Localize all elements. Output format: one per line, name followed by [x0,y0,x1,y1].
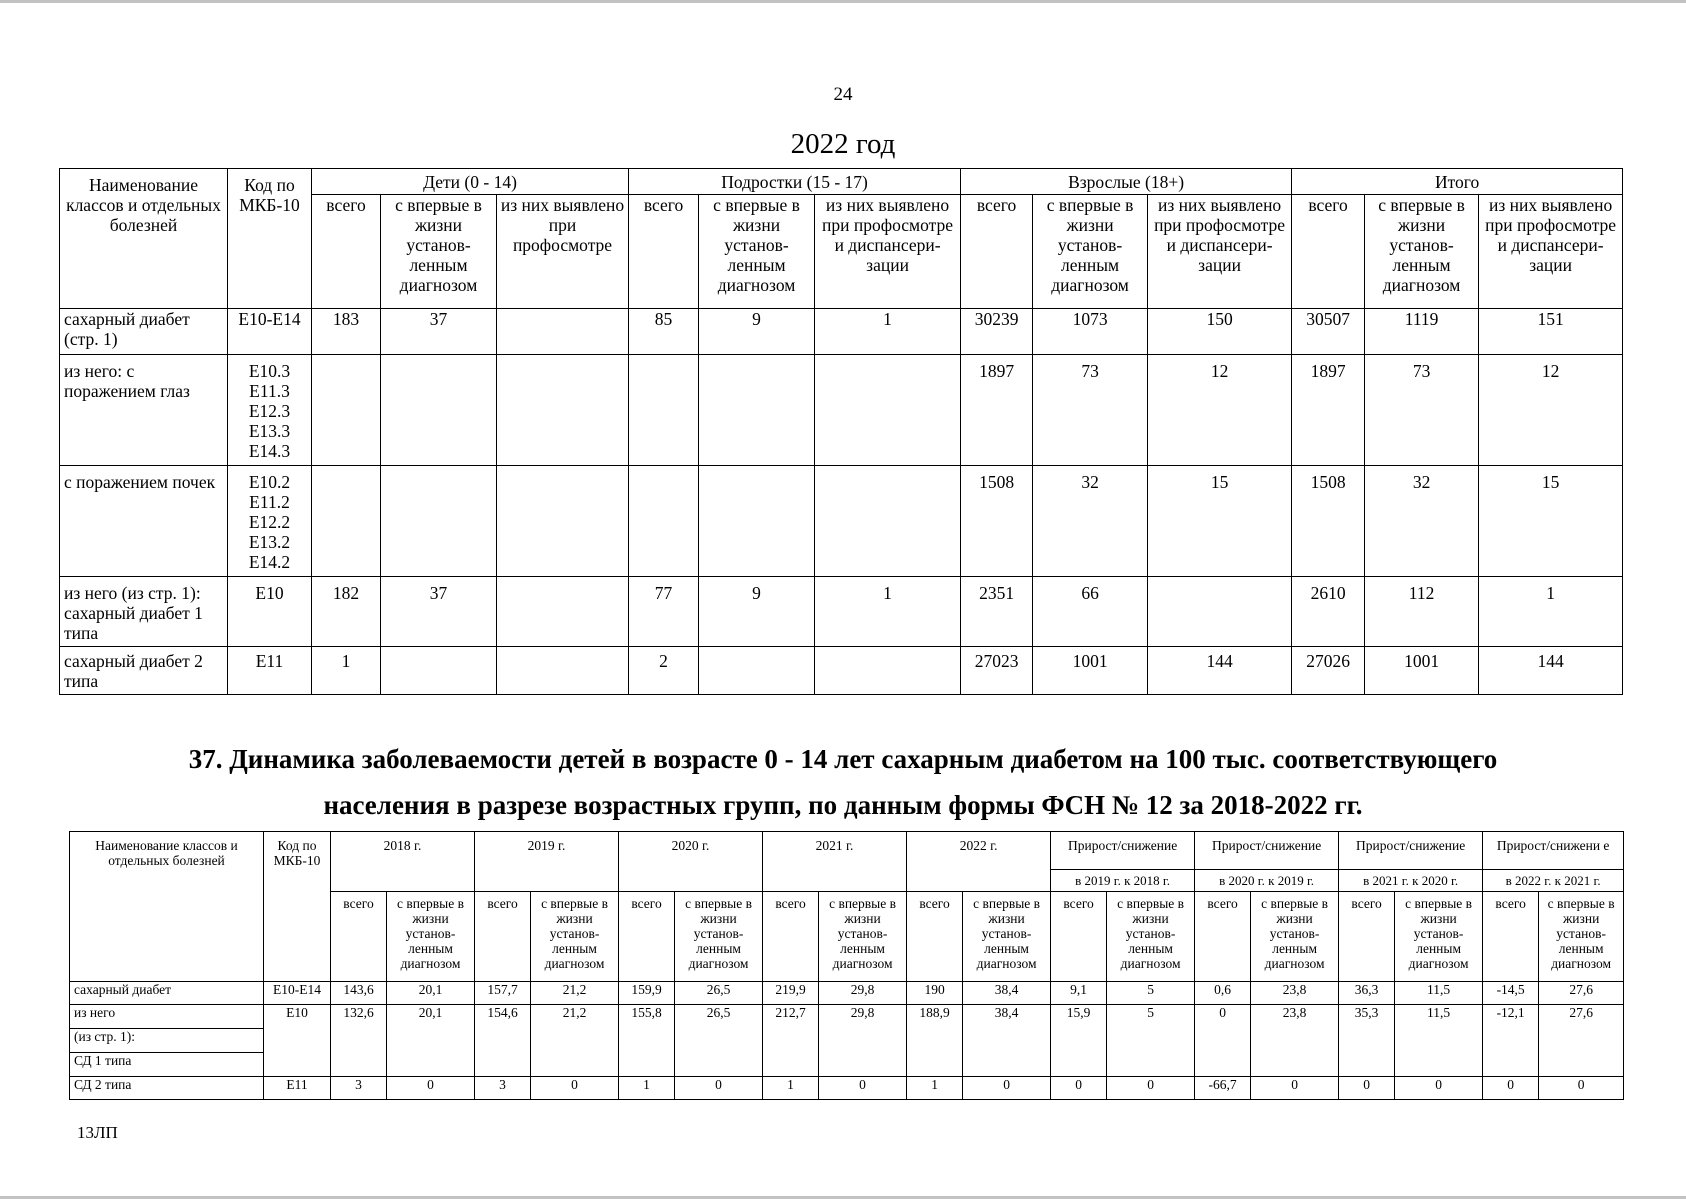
cell: 0 [1107,1077,1195,1100]
cell: 27023 [961,647,1033,695]
row-name: сахарный диабет [70,982,264,1005]
cell: 12 [1479,355,1623,466]
cell: 151 [1479,309,1623,355]
cell: 29,8 [819,982,907,1005]
subheader-first-time: с впервые в жизни установ-ленным диагнозом [1395,892,1483,982]
subheader-total: всего [1051,892,1107,982]
subheader-total: всего [763,892,819,982]
cell: 150 [1148,309,1292,355]
cell: 0 [387,1077,475,1100]
cell: 0,6 [1195,982,1251,1005]
cell: 23,8 [1251,1005,1339,1077]
cell: 73 [1033,355,1148,466]
row-code: E10 [228,577,312,647]
cell: 37 [381,577,497,647]
header-period: в 2022 г. к 2021 г. [1483,870,1624,892]
subheader-exam: из них выявлено при профосмотре и диспансери-зации [815,195,961,309]
cell: 5 [1107,1005,1195,1077]
cell: 23,8 [1251,982,1339,1005]
subheader-first-time: с впервые в жизни установ-ленным диагнозом [531,892,619,982]
cell [815,466,961,577]
header-year: 2019 г. [475,832,619,892]
cell: 1 [815,309,961,355]
subheader-first-time: с впервые в жизни установ-ленным диагнозом [1251,892,1339,982]
cell: 20,1 [387,982,475,1005]
cell [815,355,961,466]
subheader-total: всего [1483,892,1539,982]
cell: 38,4 [963,982,1051,1005]
cell: 1073 [1033,309,1148,355]
subheader-total: всего [312,195,381,309]
cell: 1 [619,1077,675,1100]
cell: 1 [763,1077,819,1100]
cell: 73 [1365,355,1479,466]
cell: 77 [629,577,699,647]
subheader-first-time: с впервые в жизни установ-ленным диагнозом [1107,892,1195,982]
subheader-exam: из них выявлено при профосмотре и диспансери-зации [1148,195,1292,309]
cell: 32 [1365,466,1479,577]
header-group: Подростки (15 - 17) [629,169,961,195]
table-row [60,577,1623,647]
row-code: E10.3 E11.3 E12.3 E13.3 E14.3 [228,355,312,466]
cell: 0 [1251,1077,1339,1100]
row-code: E10-E14 [264,982,331,1005]
header-change: Прирост/снижение [1339,832,1483,870]
row-code: E10.2 E11.2 E12.2 E13.2 E14.2 [228,466,312,577]
subheader-total: всего [907,892,963,982]
cell: 15,9 [1051,1005,1107,1077]
subheader-first-time: с впервые в жизни установ-ленным диагнозом [1033,195,1148,309]
row-name: из него [70,1005,264,1029]
page-number: 24 [833,84,853,105]
cell: 1119 [1365,309,1479,355]
cell [497,577,629,647]
subheader-first-time: с впервые в жизни установ-ленным диагнозом [963,892,1051,982]
cell: 0 [531,1077,619,1100]
section-title-line-1: 37. Динамика заболеваемости детей в возрасте 0 - 14 лет сахарным диабетом на 100 тыс. соответствующего [188,744,1498,774]
row-code: E11 [228,647,312,695]
cell: 144 [1148,647,1292,695]
cell: 27026 [1292,647,1365,695]
table-row [70,1077,1624,1100]
cell: 27,6 [1539,1005,1624,1077]
header-year: 2022 г. [907,832,1051,892]
row-name: сахарный диабет 2 типа [60,647,228,695]
cell: 1 [815,577,961,647]
subheader-exam: из них выявлено при профосмотре [497,195,629,309]
cell: 157,7 [475,982,531,1005]
section-title-line-2: населения в разрезе возрастных групп, по данным формы ФСН № 12 за 2018-2022 гг. [323,790,1363,820]
cell: 29,8 [819,1005,907,1077]
row-name: СД 2 типа [70,1077,264,1100]
cell [497,355,629,466]
subheader-total: всего [1292,195,1365,309]
row-name: из него (из стр. 1): сахарный диабет 1 типа [60,577,228,647]
table-dynamics [69,831,1624,1100]
header-code: Код по МКБ-10 [228,169,312,309]
cell: 38,4 [963,1005,1051,1077]
table-row [60,466,1623,577]
subheader-first-time: с впервые в жизни установ-ленным диагнозом [675,892,763,982]
cell: 143,6 [331,982,387,1005]
cell: 9,1 [1051,982,1107,1005]
header-change: Прирост/снижени е [1483,832,1624,870]
cell: -66,7 [1195,1077,1251,1100]
cell: 11,5 [1395,1005,1483,1077]
header-group: Взрослые (18+) [961,169,1292,195]
cell: 1001 [1033,647,1148,695]
cell: 1 [312,647,381,695]
cell: 36,3 [1339,982,1395,1005]
cell [1148,577,1292,647]
row-name: (из стр. 1): [70,1029,264,1053]
cell: 2351 [961,577,1033,647]
table-row [70,1005,1624,1029]
cell [381,355,497,466]
header-group: Дети (0 - 14) [312,169,629,195]
cell [497,647,629,695]
header-year: 2020 г. [619,832,763,892]
row-name: с поражением почек [60,466,228,577]
subheader-exam: из них выявлено при профосмотре и диспансери-зации [1479,195,1623,309]
cell: 35,3 [1339,1005,1395,1077]
header-period: в 2019 г. к 2018 г. [1051,870,1195,892]
header-period: в 2021 г. к 2020 г. [1339,870,1483,892]
cell [312,355,381,466]
header-change: Прирост/снижение [1195,832,1339,870]
cell: 1508 [961,466,1033,577]
cell: -12,1 [1483,1005,1539,1077]
row-code: E11 [264,1077,331,1100]
year-title: 2022 год [790,128,896,160]
cell: 0 [963,1077,1051,1100]
cell: 11,5 [1395,982,1483,1005]
cell: 0 [675,1077,763,1100]
header-year: 2021 г. [763,832,907,892]
cell: 3 [475,1077,531,1100]
cell: 30239 [961,309,1033,355]
subheader-total: всего [961,195,1033,309]
cell [497,309,629,355]
header-period: в 2020 г. к 2019 г. [1195,870,1339,892]
header-code: Код по МКБ-10 [264,832,331,982]
cell [312,466,381,577]
cell: 0 [1051,1077,1107,1100]
cell: 182 [312,577,381,647]
cell: 26,5 [675,1005,763,1077]
cell: 9 [699,577,815,647]
cell: 183 [312,309,381,355]
footer-code: 13ЛП [77,1123,118,1142]
header-name: Наименование классов и отдельных болезней [60,169,228,309]
header-change: Прирост/снижение [1051,832,1195,870]
cell: 37 [381,309,497,355]
cell: 159,9 [619,982,675,1005]
subheader-total: всего [1195,892,1251,982]
cell: 155,8 [619,1005,675,1077]
cell: 212,7 [763,1005,819,1077]
table-2022 [59,168,1623,695]
cell [381,647,497,695]
cell: 15 [1479,466,1623,577]
subheader-first-time: с впервые в жизни установ-ленным диагнозом [381,195,497,309]
cell: 1508 [1292,466,1365,577]
cell: 0 [1395,1077,1483,1100]
cell: 0 [1483,1077,1539,1100]
row-name: СД 1 типа [70,1053,264,1077]
cell: 3 [331,1077,387,1100]
cell: 1897 [961,355,1033,466]
row-name: сахарный диабет (стр. 1) [60,309,228,355]
subheader-first-time: с впервые в жизни установ-ленным диагнозом [699,195,815,309]
header-name: Наименование классов и отдельных болезней [70,832,264,982]
cell: 0 [819,1077,907,1100]
subheader-total: всего [629,195,699,309]
cell: 112 [1365,577,1479,647]
cell: 66 [1033,577,1148,647]
cell [497,466,629,577]
cell [381,466,497,577]
table-row [60,355,1623,466]
subheader-total: всего [475,892,531,982]
cell: 15 [1148,466,1292,577]
cell: 12 [1148,355,1292,466]
cell: 30507 [1292,309,1365,355]
cell: 2 [629,647,699,695]
cell: 27,6 [1539,982,1624,1005]
subheader-first-time: с впервые в жизни установ-ленным диагнозом [1365,195,1479,309]
row-code: E10 [264,1005,331,1077]
subheader-total: всего [1339,892,1395,982]
subheader-total: всего [331,892,387,982]
cell [815,647,961,695]
cell: 26,5 [675,982,763,1005]
cell: 5 [1107,982,1195,1005]
cell [699,466,815,577]
cell: 20,1 [387,1005,475,1077]
cell: 21,2 [531,982,619,1005]
header-year: 2018 г. [331,832,475,892]
cell [699,647,815,695]
row-name: из него: с поражением глаз [60,355,228,466]
cell: 2610 [1292,577,1365,647]
cell: 0 [1339,1077,1395,1100]
cell [629,355,699,466]
header-row [70,832,1624,870]
cell: -14,5 [1483,982,1539,1005]
cell: 1 [907,1077,963,1100]
cell: 0 [1539,1077,1624,1100]
cell: 21,2 [531,1005,619,1077]
cell: 190 [907,982,963,1005]
cell: 1001 [1365,647,1479,695]
cell [629,466,699,577]
cell: 1897 [1292,355,1365,466]
table-row [60,647,1623,695]
cell: 32 [1033,466,1148,577]
scan-edge-bottom [0,1196,1686,1199]
cell: 9 [699,309,815,355]
subheader-first-time: с впервые в жизни установ-ленным диагнозом [387,892,475,982]
header-group: Итого [1292,169,1623,195]
row-code: E10-E14 [228,309,312,355]
cell: 0 [1195,1005,1251,1077]
cell: 85 [629,309,699,355]
scan-edge-top [0,0,1686,3]
table-row [60,309,1623,355]
cell: 219,9 [763,982,819,1005]
cell: 132,6 [331,1005,387,1077]
cell: 144 [1479,647,1623,695]
table-row [70,982,1624,1005]
cell [699,355,815,466]
cell: 154,6 [475,1005,531,1077]
cell: 188,9 [907,1005,963,1077]
subheader-first-time: с впервые в жизни установ-ленным диагнозом [819,892,907,982]
subheader-first-time: с впервые в жизни установ-ленным диагнозом [1539,892,1624,982]
header-row [60,169,1623,195]
subheader-total: всего [619,892,675,982]
cell: 1 [1479,577,1623,647]
